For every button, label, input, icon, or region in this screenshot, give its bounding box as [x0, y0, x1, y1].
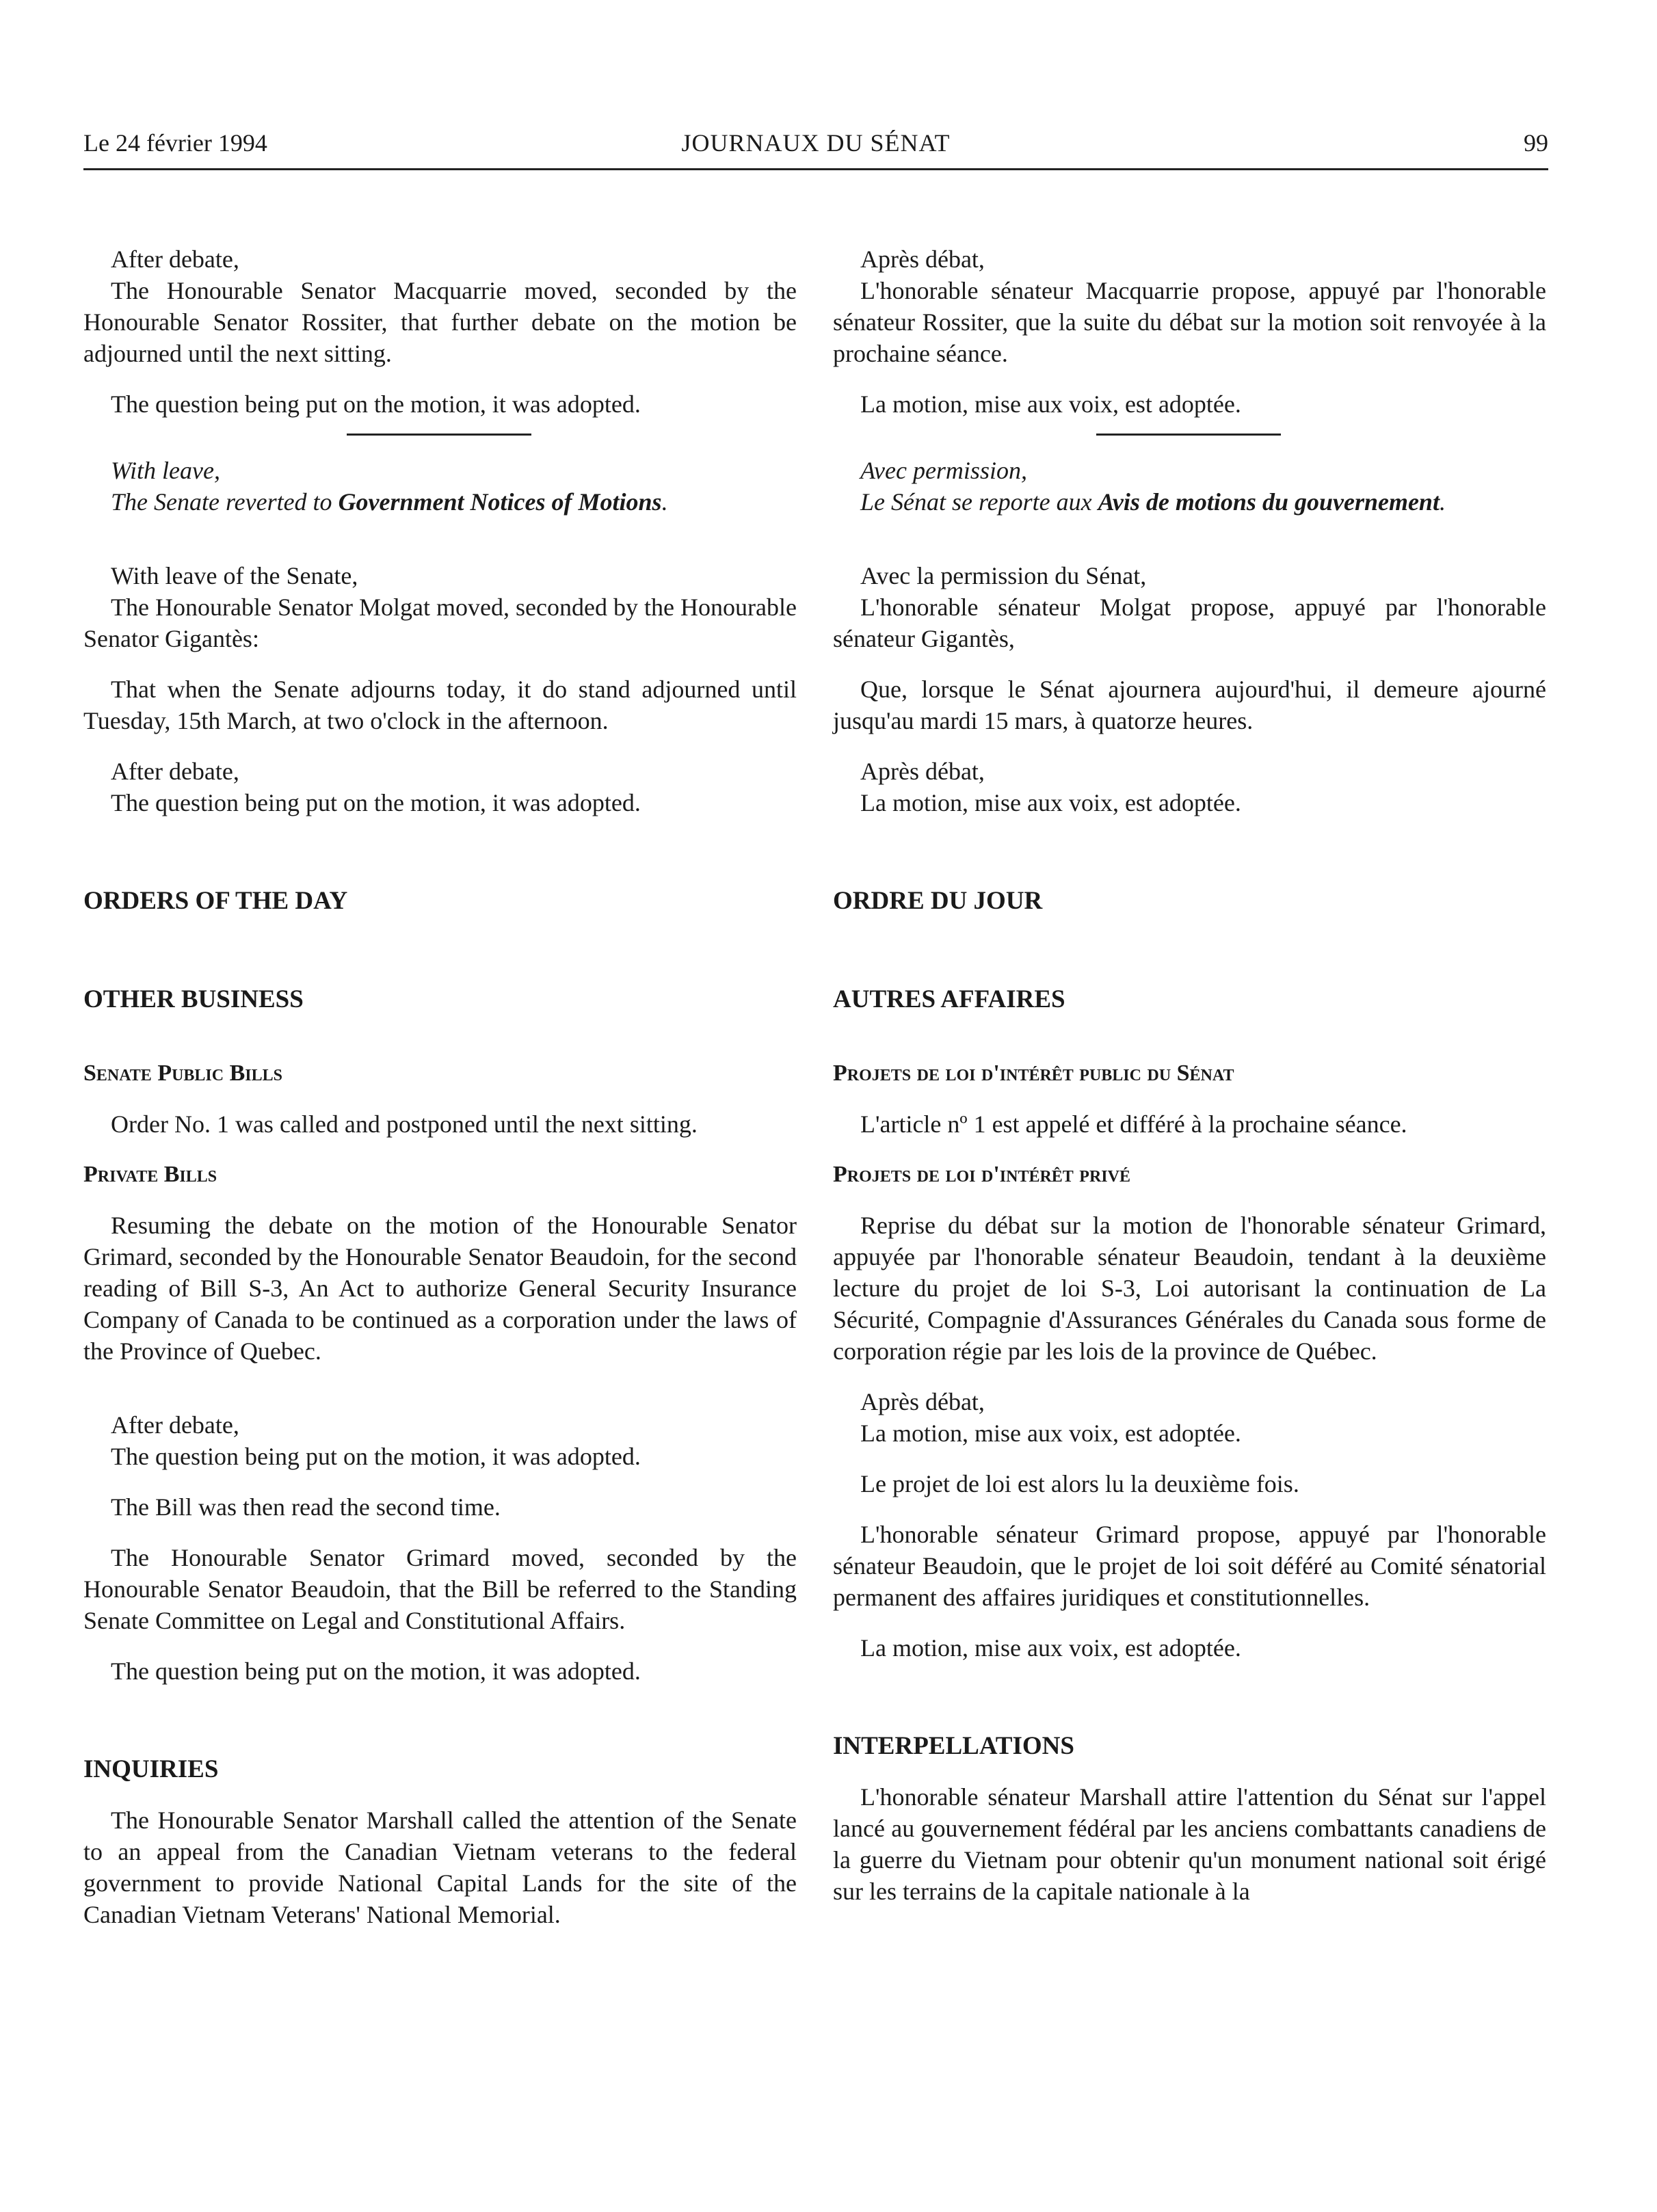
paragraph: La motion, mise aux voix, est adoptée.: [860, 1634, 1241, 1662]
bold-text: Avis de motions du gouvernement: [1098, 488, 1440, 516]
french-column: [833, 243, 1546, 1907]
page-number: 99: [1524, 129, 1548, 157]
subsection-heading: Private Bills: [83, 1162, 217, 1187]
paragraph: Avec permission,: [860, 457, 1027, 484]
text-span: .: [661, 488, 668, 516]
paragraph: Reprise du débat sur la motion de l'honorable sénateur Grimard, appuyée par l'honorable sénateur Beaudoin, tendant à la deuxième lecture du projet de loi S-3, Loi autorisant la continuation de La Sécurité, Compagnie d'Assurances Générales du Canada sous forme de corporation régie par les lois de la province de Québec.: [833, 1212, 1546, 1365]
section-heading: ORDERS OF THE DAY: [83, 887, 348, 915]
paragraph: L'honorable sénateur Marshall attire l'attention du Sénat sur l'appel lancé au gouvernement fédéral par les anciens combattants canadiens de la guerre du Vietnam pour obtenir qu'un monument national soit érigé sur les terrains de la capitale nationale à la: [833, 1783, 1546, 1905]
paragraph: L'honorable sénateur Macquarrie propose, appuyé par l'honorable sénateur Rossiter, que la suite du débat sur la motion soit renvoyée à la prochaine séance.: [833, 277, 1546, 367]
paragraph: The Honourable Senator Grimard moved, seconded by the Honourable Senator Beaudoin, that the Bill be referred to the Standing Senate Committee on Legal and Constitutional Affairs.: [83, 1544, 797, 1634]
paragraph: After debate,: [111, 1411, 239, 1439]
paragraph: The question being put on the motion, it was adopted.: [111, 390, 641, 418]
paragraph: La motion, mise aux voix, est adoptée.: [860, 789, 1241, 816]
text-span: .: [1439, 488, 1446, 516]
section-heading: INTERPELLATIONS: [833, 1732, 1074, 1760]
subsection-heading: Senate Public Bills: [83, 1061, 282, 1086]
header-date: Le 24 février 1994: [83, 129, 267, 157]
page-header: [83, 127, 1548, 170]
paragraph: Resuming the debate on the motion of the Honourable Senator Grimard, seconded by the Honourable Senator Beaudoin, for the second reading of Bill S-3, An Act to authorize General Security Insurance Company of Canada to be continued as a corporation under the laws of the Province of Quebec.: [83, 1212, 797, 1365]
section-heading: ORDRE DU JOUR: [833, 887, 1043, 915]
paragraph: Que, lorsque le Sénat ajournera aujourd'hui, il demeure ajourné jusqu'au mardi 15 mars, à quatorze heures.: [833, 676, 1546, 734]
section-heading: AUTRES AFFAIRES: [833, 985, 1065, 1013]
paragraph: The question being put on the motion, it was adopted.: [111, 1657, 641, 1685]
section-heading: OTHER BUSINESS: [83, 985, 304, 1013]
paragraph: La motion, mise aux voix, est adoptée.: [860, 1420, 1241, 1447]
subsection-heading: Projets de loi d'intérêt privé: [833, 1162, 1130, 1187]
paragraph: [833, 486, 1546, 518]
paragraph: The Honourable Senator Molgat moved, seconded by the Honourable Senator Gigantès:: [83, 594, 797, 652]
paragraph: L'honorable sénateur Molgat propose, appuyé par l'honorable sénateur Gigantès,: [833, 594, 1546, 652]
paragraph: La motion, mise aux voix, est adoptée.: [860, 390, 1241, 418]
paragraph: Order No. 1 was called and postponed until the next sitting.: [111, 1110, 698, 1138]
section-heading: INQUIRIES: [83, 1755, 219, 1783]
paragraph: Après débat,: [860, 758, 985, 785]
paragraph: L'honorable sénateur Grimard propose, appuyé par l'honorable sénateur Beaudoin, que le projet de loi soit déféré au Comité sénatorial permanent des affaires juridiques et constitutionnelles.: [833, 1521, 1546, 1611]
paragraph: The Honourable Senator Marshall called the attention of the Senate to an appeal from the Canadian Vietnam veterans to the federal government to provide National Capital Lands for the site of the Canadian Vietnam Veterans' National Memorial.: [83, 1807, 797, 1928]
paragraph: Après débat,: [860, 245, 985, 273]
bold-text: Government Notices of Motions: [338, 488, 662, 516]
paragraph: The Honourable Senator Macquarrie moved, seconded by the Honourable Senator Rossiter, that further debate on the motion be adjourned until the next sitting.: [83, 277, 797, 367]
subsection-heading: Projets de loi d'intérêt public du Sénat: [833, 1061, 1234, 1086]
paragraph: The question being put on the motion, it was adopted.: [111, 789, 641, 816]
paragraph: Avec la permission du Sénat,: [860, 562, 1147, 589]
paragraph: The question being put on the motion, it was adopted.: [111, 1443, 641, 1470]
header-title: JOURNAUX DU SÉNAT: [681, 129, 951, 157]
paragraph: With leave of the Senate,: [111, 562, 358, 589]
paragraph: That when the Senate adjourns today, it do stand adjourned until Tuesday, 15th March, at two o'clock in the afternoon.: [83, 676, 797, 734]
section-divider: [1096, 434, 1281, 436]
paragraph: After debate,: [111, 245, 239, 273]
paragraph: L'article nº 1 est appelé et différé à la prochaine séance.: [860, 1110, 1407, 1138]
paragraph: Le projet de loi est alors lu la deuxième fois.: [860, 1470, 1299, 1497]
paragraph: The Bill was then read the second time.: [111, 1493, 501, 1521]
paragraph: After debate,: [111, 758, 239, 785]
paragraph: [83, 486, 797, 518]
section-divider: [347, 434, 531, 436]
text-span: The Senate reverted to: [111, 488, 339, 516]
english-column: [83, 243, 797, 1930]
paragraph: Après débat,: [860, 1388, 985, 1415]
text-span: Le Sénat se reporte aux: [860, 488, 1098, 516]
paragraph: With leave,: [111, 457, 220, 484]
